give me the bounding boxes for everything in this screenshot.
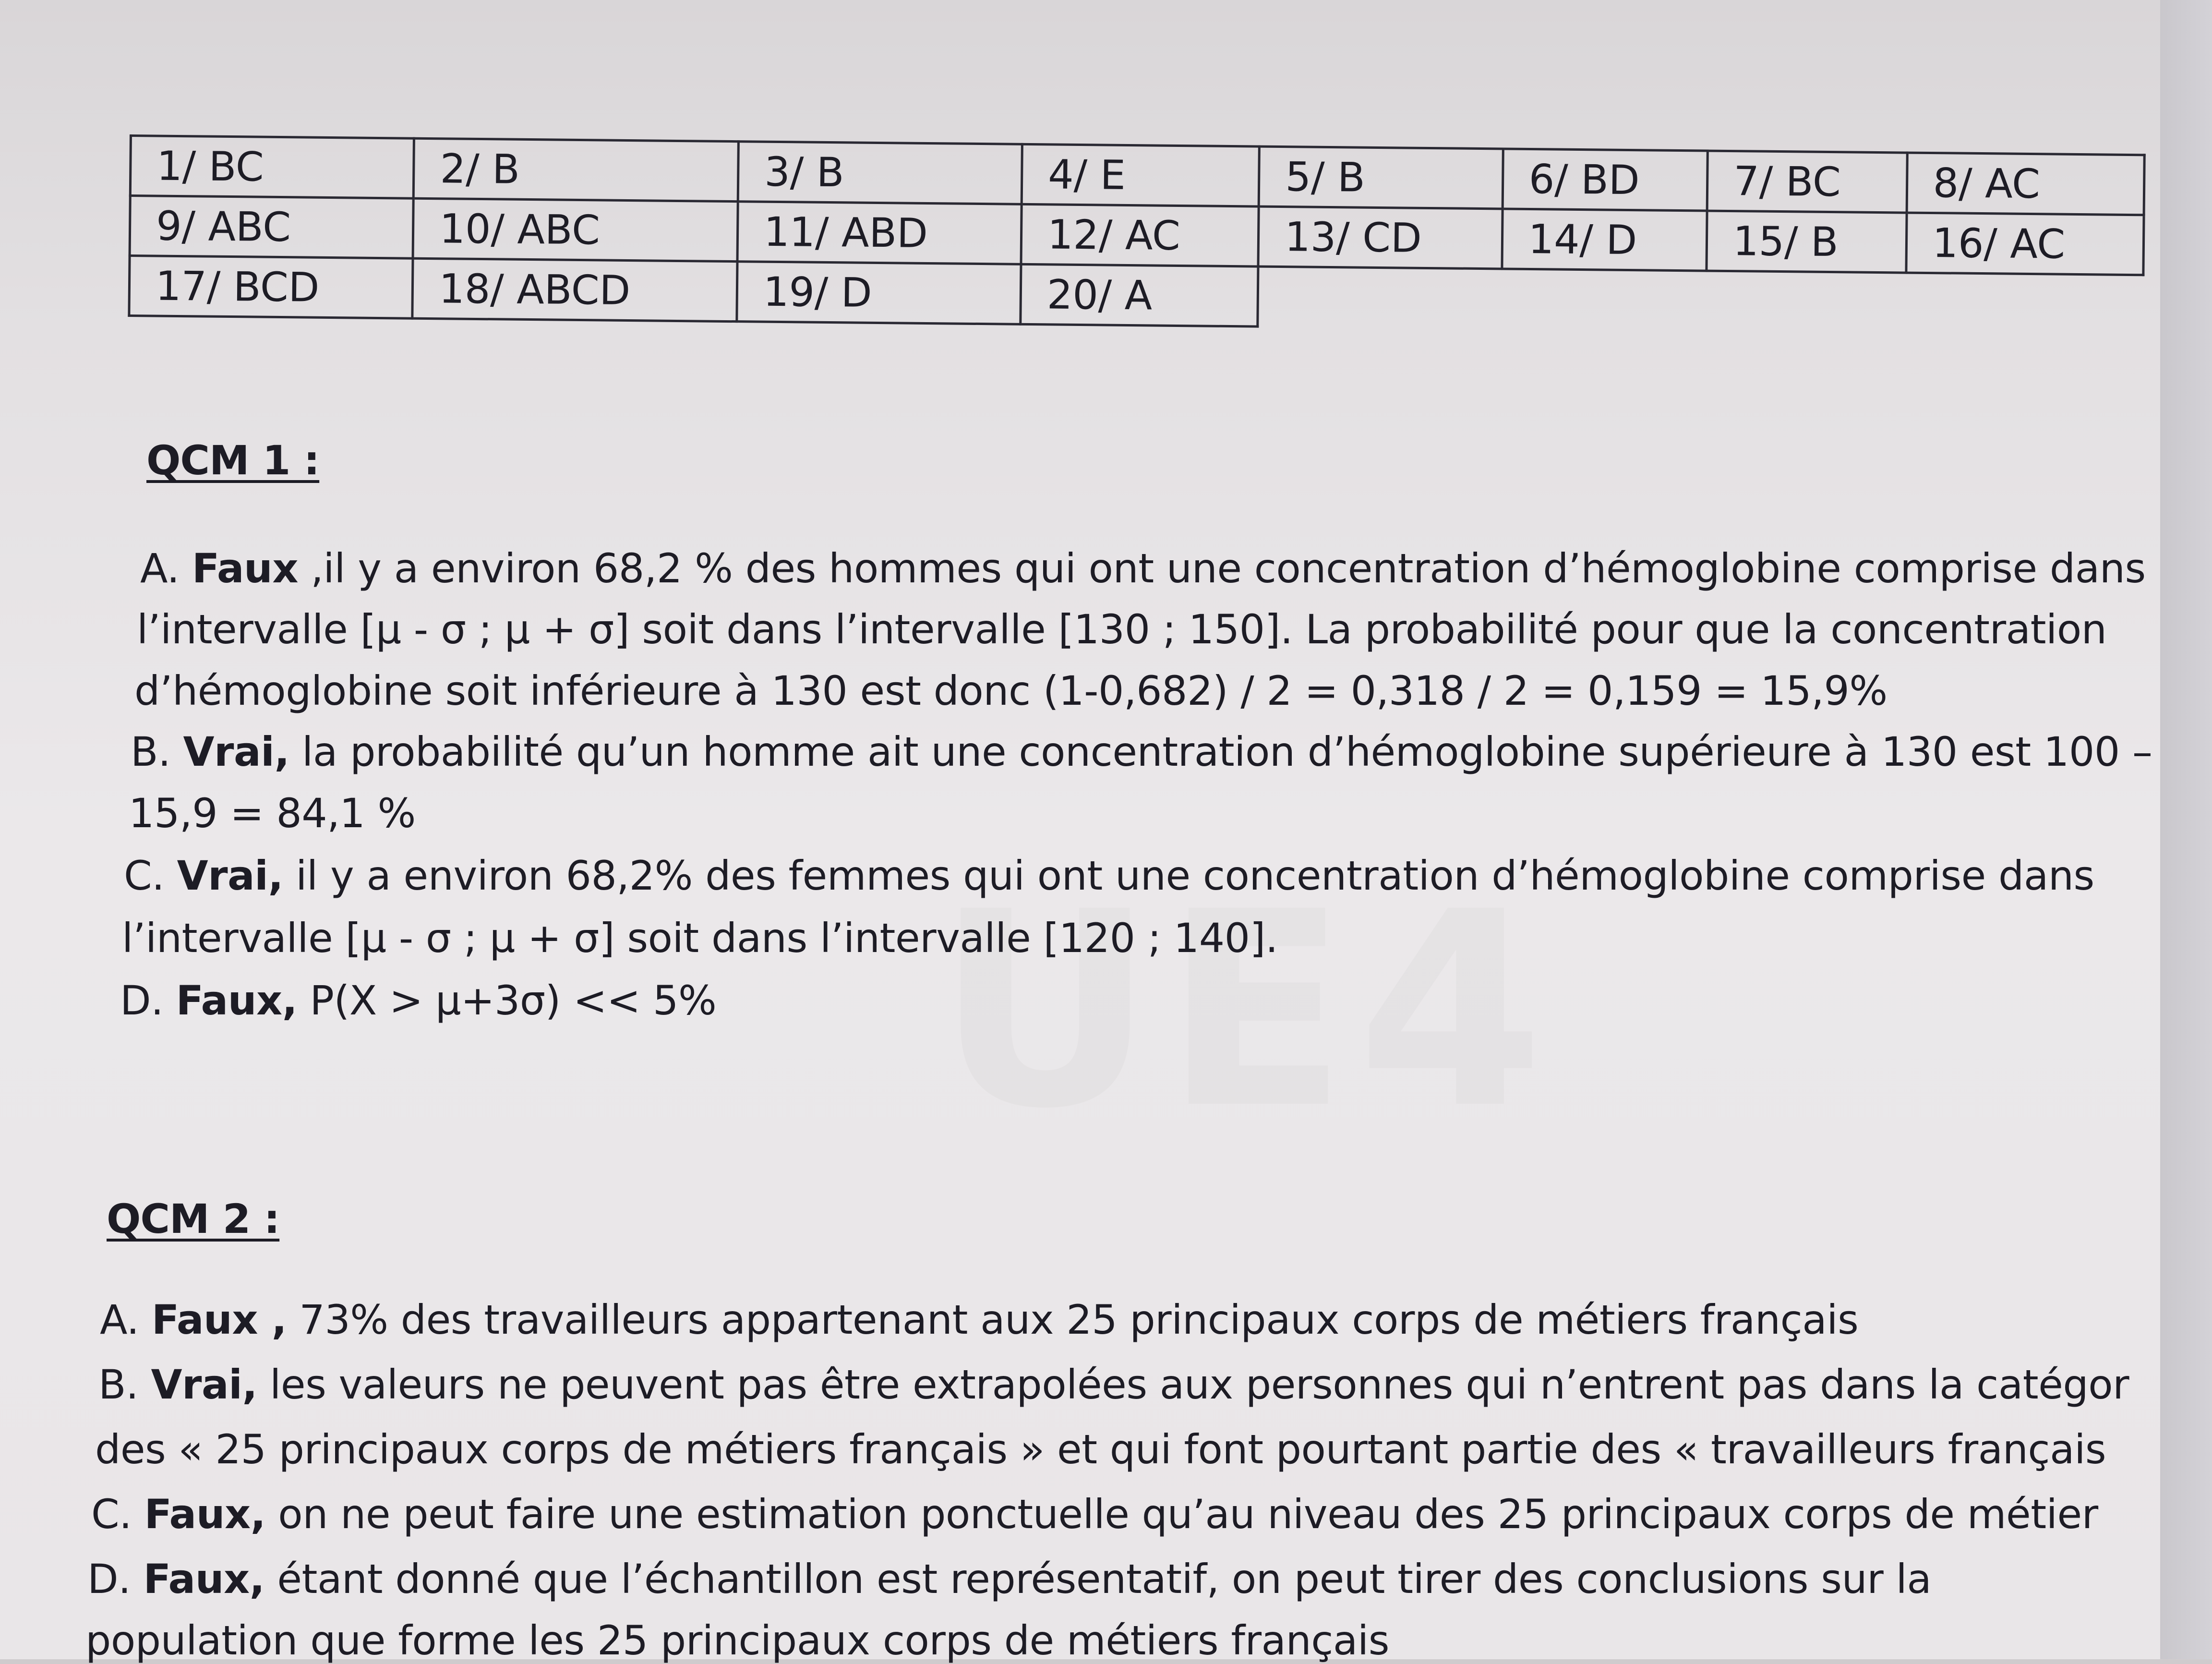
answer-text: étant donné que l’échantillon est représentatif, on peut tirer des conclusions sur la: [264, 1555, 1932, 1603]
empty-cell: [1501, 269, 1707, 331]
table-cell: 19/ D: [737, 262, 1021, 325]
table-cell: 7/ BC: [1707, 151, 1907, 213]
answer-text: population que forme les 25 principaux corps de métiers français: [85, 1617, 1389, 1664]
empty-cell: [1706, 271, 1906, 333]
answer-verdict: Faux,: [143, 1555, 265, 1603]
empty-cell: [1258, 266, 1502, 329]
table-cell: 16/ AC: [1906, 213, 2144, 275]
table-cell: 11/ ABD: [737, 202, 1022, 265]
answer-verdict: Vrai,: [183, 728, 289, 775]
answer-text: il y a environ 68,2% des femmes qui ont une concentration d’hémoglobine comprise dans: [283, 852, 2094, 899]
table-cell: 6/ BD: [1503, 149, 1708, 211]
answer-letter: D.: [87, 1555, 131, 1603]
answer-text: P(X > μ+3σ) << 5%: [297, 977, 717, 1024]
answer-text: l’intervalle [μ - σ ; μ + σ] soit dans l’intervalle [120 ; 140].: [122, 915, 1278, 962]
qcm2-title: QCM 2 :: [107, 1195, 280, 1242]
answer-verdict: Vrai,: [151, 1361, 257, 1408]
answer-letter: B.: [98, 1361, 139, 1408]
answer-verdict: Faux: [192, 545, 299, 592]
qcm1-answer-b: [131, 728, 2152, 775]
answer-text: on ne peut faire une estimation ponctuelle qu’au niveau des 25 principaux corps de métier: [265, 1491, 2098, 1538]
qcm1-answer-a-line2: [137, 606, 2107, 653]
answer-key-table: [128, 134, 2145, 336]
qcm1-answer-c-line2: [122, 915, 1278, 962]
table-cell: 9/ ABC: [130, 196, 414, 259]
table-cell: 12/ AC: [1021, 204, 1259, 266]
qcm2-answer-d-line2: [85, 1617, 1389, 1664]
answer-text: 73% des travailleurs appartenant aux 25 principaux corps de métiers français: [287, 1296, 1859, 1343]
answer-letter: A.: [140, 545, 180, 592]
qcm2-answer-a: [100, 1296, 1858, 1343]
desk-background: [2160, 0, 2212, 1659]
answer-letter: B.: [131, 728, 171, 775]
answer-letter: D.: [120, 977, 164, 1024]
table-cell: 18/ ABCD: [412, 258, 737, 321]
qcm1-answer-d: [120, 977, 716, 1024]
answer-verdict: Faux ,: [151, 1296, 287, 1343]
qcm1-answer-c: [124, 852, 2094, 899]
table-cell: 4/ E: [1022, 144, 1260, 206]
qcm2-answer-d: [87, 1555, 1931, 1603]
qcm2-answer-c: [91, 1491, 2098, 1538]
table-cell: 8/ AC: [1907, 153, 2145, 215]
empty-cell: [1905, 273, 2143, 335]
faint-watermark-logo: [936, 855, 1554, 1168]
table-cell: 14/ D: [1502, 209, 1707, 271]
qcm2-answer-b: [98, 1361, 2129, 1408]
qcm1-title: QCM 1 :: [146, 437, 320, 484]
answer-letter: C.: [91, 1491, 132, 1538]
qcm1-answer-b-line2: [129, 790, 416, 837]
answer-verdict: Vrai,: [177, 852, 283, 899]
qcm1-answer-a: [140, 545, 2146, 592]
answer-verdict: Faux,: [144, 1491, 266, 1538]
answer-text: les valeurs ne peuvent pas être extrapolées aux personnes qui n’entrent pas dans la catégor: [257, 1361, 2129, 1408]
table-cell: 20/ A: [1021, 264, 1259, 326]
answer-text: 15,9 = 84,1 %: [129, 790, 416, 837]
table-cell: 1/ BC: [130, 136, 414, 199]
answer-letter: A.: [100, 1296, 139, 1343]
qcm1-answer-a-line3: [134, 667, 1887, 714]
table-cell: 3/ B: [738, 142, 1022, 205]
answer-text: ,il y a environ 68,2 % des hommes qui ont une concentration d’hémoglobine comprise dans: [298, 545, 2146, 592]
answer-text: d’hémoglobine soit inférieure à 130 est donc (1-0,682) / 2 = 0,318 / 2 = 0,159 = 15,9%: [134, 667, 1887, 714]
qcm2-answer-b-line2: [95, 1426, 2106, 1473]
table-cell: 5/ B: [1259, 146, 1503, 209]
answer-text: l’intervalle [μ - σ ; μ + σ] soit dans l’intervalle [130 ; 150]. La probabilité pour que la concentration: [137, 606, 2107, 653]
answer-verdict: Faux,: [176, 977, 298, 1024]
table-cell: 2/ B: [414, 138, 739, 201]
table-cell: 17/ BCD: [129, 256, 413, 319]
table-cell: 13/ CD: [1258, 206, 1502, 269]
table-cell: 15/ B: [1707, 211, 1907, 273]
answer-letter: C.: [124, 852, 165, 899]
table-cell: 10/ ABC: [413, 198, 738, 261]
answer-text: des « 25 principaux corps de métiers français » et qui font pourtant partie des « travailleurs français: [95, 1426, 2106, 1473]
answer-text: la probabilité qu’un homme ait une concentration d’hémoglobine supérieure à 130 est 100 –: [289, 728, 2152, 775]
